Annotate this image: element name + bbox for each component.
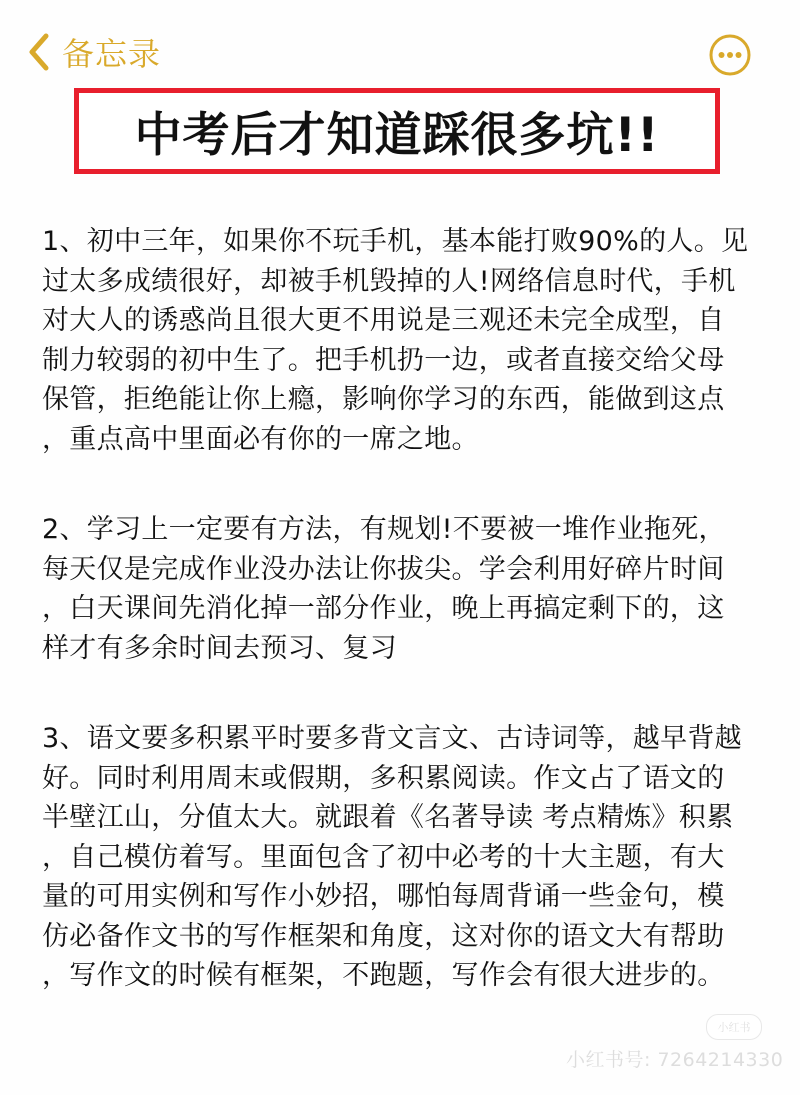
paragraph-2 (42, 510, 764, 668)
text-line: 2、学习上一定要有方法，有规划!不要被一堆作业拖死， (42, 514, 726, 545)
text-line: 对大人的诱惑尚且很大更不用说是三观还未完全成型，自 (42, 305, 725, 336)
back-label: 备忘录 (62, 35, 162, 73)
paragraph-3 (42, 719, 764, 996)
text-line: 制力较弱的初中生了。把手机扔一边，或者直接交给父母 (42, 344, 725, 376)
text-line: 好。同时利用周末或假期，多积累阅读。作文占了语文的 (42, 762, 725, 794)
text-line: 过太多成绩很好，却被手机毁掉的人!网络信息时代，手机 (42, 265, 736, 297)
paragraph-1 (42, 222, 764, 459)
watermark-badge: 小红书 (706, 1014, 762, 1040)
text-line: 量的可用实例和写作小妙招，哪怕每周背诵一些金句，模 (42, 881, 725, 912)
watermark-id: 小红书号: 7264214330 (566, 1049, 784, 1071)
text-line: 样才有多余时间去预习、复习 (42, 632, 397, 664)
text-line: ，白天课间先消化掉一部分作业，晚上再搞定剩下的，这 (42, 593, 725, 624)
more-horizontal-icon (708, 33, 752, 77)
nav-bar (0, 0, 800, 90)
text-line: 3、语文要多积累平时要多背文言文、古诗词等，越早背越 (42, 723, 742, 754)
chevron-left-icon (24, 30, 58, 74)
text-line: 仿必备作文书的写作框架和角度，这对你的语文大有帮助 (42, 920, 725, 952)
text-line: 半壁江山，分值太大。就跟着《名著导读 考点精炼》积累 (42, 802, 734, 833)
page-title: 中考后才知道踩很多坑!! (134, 107, 660, 163)
title-box (74, 88, 720, 174)
text-line: 保管，拒绝能让你上瘾，影响你学习的东西，能做到这点 (42, 384, 725, 415)
note-body (42, 222, 764, 1047)
text-line: ，自己模仿着写。里面包含了初中必考的十大主题，有大 (42, 841, 725, 873)
more-button[interactable] (708, 33, 752, 77)
back-button[interactable] (24, 30, 161, 74)
text-line: 1、初中三年，如果你不玩手机，基本能打败90%的人。见 (42, 226, 749, 257)
text-line: 每天仅是完成作业没办法让你拔尖。学会利用好碎片时间 (42, 553, 725, 585)
text-line: ，写作文的时候有框架，不跑题，写作会有很大进步的。 (42, 960, 725, 991)
text-line: ，重点高中里面必有你的一席之地。 (42, 423, 479, 455)
